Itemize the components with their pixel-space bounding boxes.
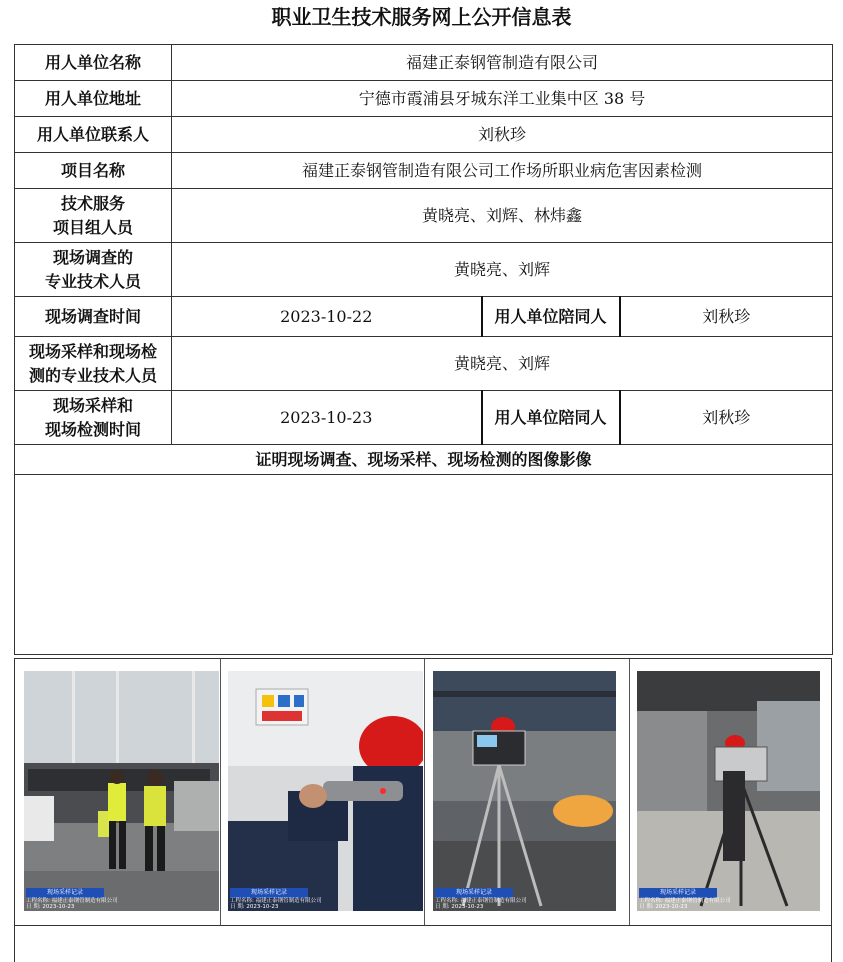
photo-2-caption: 现场采样记录: [230, 888, 308, 898]
sampling-staff-label-line1: 现场采样和现场检: [28, 341, 157, 361]
survey-staff-label-line2: 专业技术人员: [44, 271, 141, 291]
team-members-label-line1: 技术服务: [60, 193, 125, 213]
info-table: [14, 44, 833, 655]
row-employer-address: [15, 81, 833, 117]
row-team-members: [15, 189, 833, 243]
row-employer-name: [15, 45, 833, 81]
employer-name-value: 福建正泰钢管制造有限公司: [172, 45, 833, 81]
sampler-corner-image: [637, 671, 820, 911]
photo-workshop-sampler: [433, 671, 616, 911]
photo-cell-3: [424, 659, 630, 925]
photo-1-date: 日 期: 2023-10-23: [26, 904, 75, 910]
photo-2-project: 工程名称: 福建正泰钢管制造有限公司: [230, 898, 322, 904]
employer-contact-value: 刘秋珍: [172, 117, 833, 153]
sampling-companion-value: 刘秋珍: [620, 391, 833, 445]
row-survey-staff: [15, 243, 833, 297]
employer-address-value: 宁德市霞浦县牙城东洋工业集中区 38 号: [172, 81, 833, 117]
photo-3-project: 工程名称: 福建正泰钢管制造有限公司: [435, 898, 527, 904]
survey-staff-label-line1: 现场调查的: [52, 247, 133, 267]
row-sampling-staff: [15, 337, 833, 391]
row-project-name: [15, 153, 833, 189]
photo-cell-2: [220, 659, 425, 925]
team-members-label-line2: 项目组人员: [52, 217, 133, 237]
photo-2-stamp: [228, 887, 423, 911]
photo-3-date: 日 期: 2023-10-23: [435, 904, 484, 910]
worker-instrument-image: [228, 671, 423, 911]
photo-strip: [14, 658, 832, 926]
sampling-companion-label: 用人单位陪同人: [482, 391, 620, 445]
project-name-value: 福建正泰钢管制造有限公司工作场所职业病危害因素检测: [172, 153, 833, 189]
row-blank-area: [15, 475, 833, 655]
sampling-time-label: [15, 391, 172, 445]
survey-companion-value: 刘秋珍: [620, 297, 833, 337]
photo-sampler-corner: [637, 671, 820, 911]
workshop-sampler-image: [433, 671, 616, 911]
photo-cell-4: [629, 659, 831, 925]
photo-3-caption: 现场采样记录: [435, 888, 513, 898]
row-photo-section-title: [15, 445, 833, 475]
team-members-label: [15, 189, 172, 243]
photo-section-title: 证明现场调查、现场采样、现场检测的图像影像: [15, 445, 833, 475]
photo-2-date: 日 期: 2023-10-23: [230, 904, 279, 910]
photo-3-stamp: [433, 887, 616, 911]
survey-companion-label: 用人单位陪同人: [482, 297, 620, 337]
row-sampling-time: [15, 391, 833, 445]
sampling-staff-label-line2: 测的专业技术人员: [28, 365, 157, 385]
photo-4-date: 日 期: 2023-10-23: [639, 904, 688, 910]
photo-1-project: 工程名称: 福建正泰钢管制造有限公司: [26, 898, 118, 904]
sampling-time-value: 2023-10-23: [172, 391, 482, 445]
photo-4-caption: 现场采样记录: [639, 888, 717, 898]
sampling-time-label-line2: 现场检测时间: [44, 419, 141, 439]
factory-gate-image: [24, 671, 219, 911]
employer-address-label: 用人单位地址: [15, 81, 172, 117]
page-title: 职业卫生技术服务网上公开信息表: [271, 5, 572, 29]
sampling-time-label-line1: 现场采样和: [52, 395, 133, 415]
photo-worker-instrument: [228, 671, 423, 911]
blank-area: [15, 475, 833, 655]
photo-4-stamp: [637, 887, 820, 911]
sampling-staff-label: [15, 337, 172, 391]
employer-contact-label: 用人单位联系人: [15, 117, 172, 153]
survey-staff-label: [15, 243, 172, 297]
employer-name-label: 用人单位名称: [15, 45, 172, 81]
photo-cell-1: [15, 659, 221, 925]
project-name-label: 项目名称: [15, 153, 172, 189]
row-survey-time: [15, 297, 833, 337]
team-members-value: 黄晓亮、刘辉、林炜鑫: [172, 189, 833, 243]
table-bottom-extension: [14, 926, 832, 962]
survey-time-value: 2023-10-22: [172, 297, 482, 337]
row-employer-contact: [15, 117, 833, 153]
photo-4-project: 工程名称: 福建正泰钢管制造有限公司: [639, 898, 731, 904]
photo-factory-gate: [24, 671, 219, 911]
survey-staff-value: 黄晓亮、刘辉: [172, 243, 833, 297]
photo-1-stamp: [24, 887, 219, 911]
photo-1-caption: 现场采样记录: [26, 888, 104, 898]
sampling-staff-value: 黄晓亮、刘辉: [172, 337, 833, 391]
survey-time-label: 现场调查时间: [15, 297, 172, 337]
